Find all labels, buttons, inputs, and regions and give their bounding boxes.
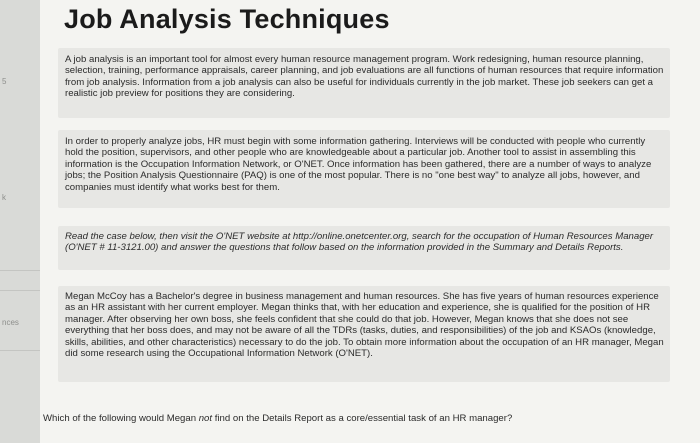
gutter-mark: nces	[2, 318, 19, 327]
document-title: Job Analysis Techniques	[64, 4, 390, 34]
left-gutter	[0, 0, 41, 443]
gutter-mark: k	[2, 193, 6, 202]
question-text-start: Which of the following would Megan	[43, 413, 199, 424]
document-sheet	[40, 0, 700, 443]
instructions-paragraph: Read the case below, then visit the O'NET website at http://online.onetcenter.org, search for the occupation of Human Resources Manager (O'NET # 11-3121.00) and answer the questions that follow based on the information provided in the Summary and Details Reports.	[65, 231, 654, 254]
question-prompt	[43, 413, 512, 424]
gutter-divider	[0, 270, 40, 271]
case-paragraph: Megan McCoy has a Bachelor's degree in business management and human resources. She has five years of human resources experience as an HR assistant with her current employer. Megan thinks that, with her education and experience, she is qualified for the position of HR manager. After observing her own boss, she feels confident that she could do that job. However, Megan knows that she does not see everything that her boss does, and may not be aware of all the TDRs (tasks, duties, and responsibilities) of the job and KSAOs (knowledge, skills, abilities, and other characteristics) necessary to do the job. To obtain more information about the occupation of an HR manager, Megan did some research using the Occupational Information Network (O'NET).	[65, 291, 664, 360]
gutter-divider	[0, 290, 40, 291]
gutter-divider	[0, 350, 40, 351]
question-text-end: find on the Details Report as a core/essential task of an HR manager?	[212, 413, 513, 424]
gutter-mark: 5	[2, 77, 7, 86]
info-gathering-paragraph: In order to properly analyze jobs, HR must begin with some information gathering. Interviews will be conducted with people who currently hold the position, supervisors, and other people who are knowledgeable about a particular job. Another tool to assist in assembling this information is the Occupation Information Network, or O'NET. Once information has been gathered, there are a number of ways to analyze jobs; the Position Analysis Questionnaire (PAQ) is one of the most popular. There is no "one best way" to analyze all jobs, however, and companies must identify what works best for them.	[65, 136, 652, 193]
intro-paragraph: A job analysis is an important tool for almost every human resource management program. Work redesigning, human resource planning, selection, training, performance appraisals, career planning, and job evaluations are all functions of human resources that require information from job analysis. Information from a job analysis can also be useful for individuals currently in the job market. These job seekers can get a realistic job preview for positions they are considering.	[65, 54, 664, 100]
question-emphasis: not	[198, 413, 213, 424]
